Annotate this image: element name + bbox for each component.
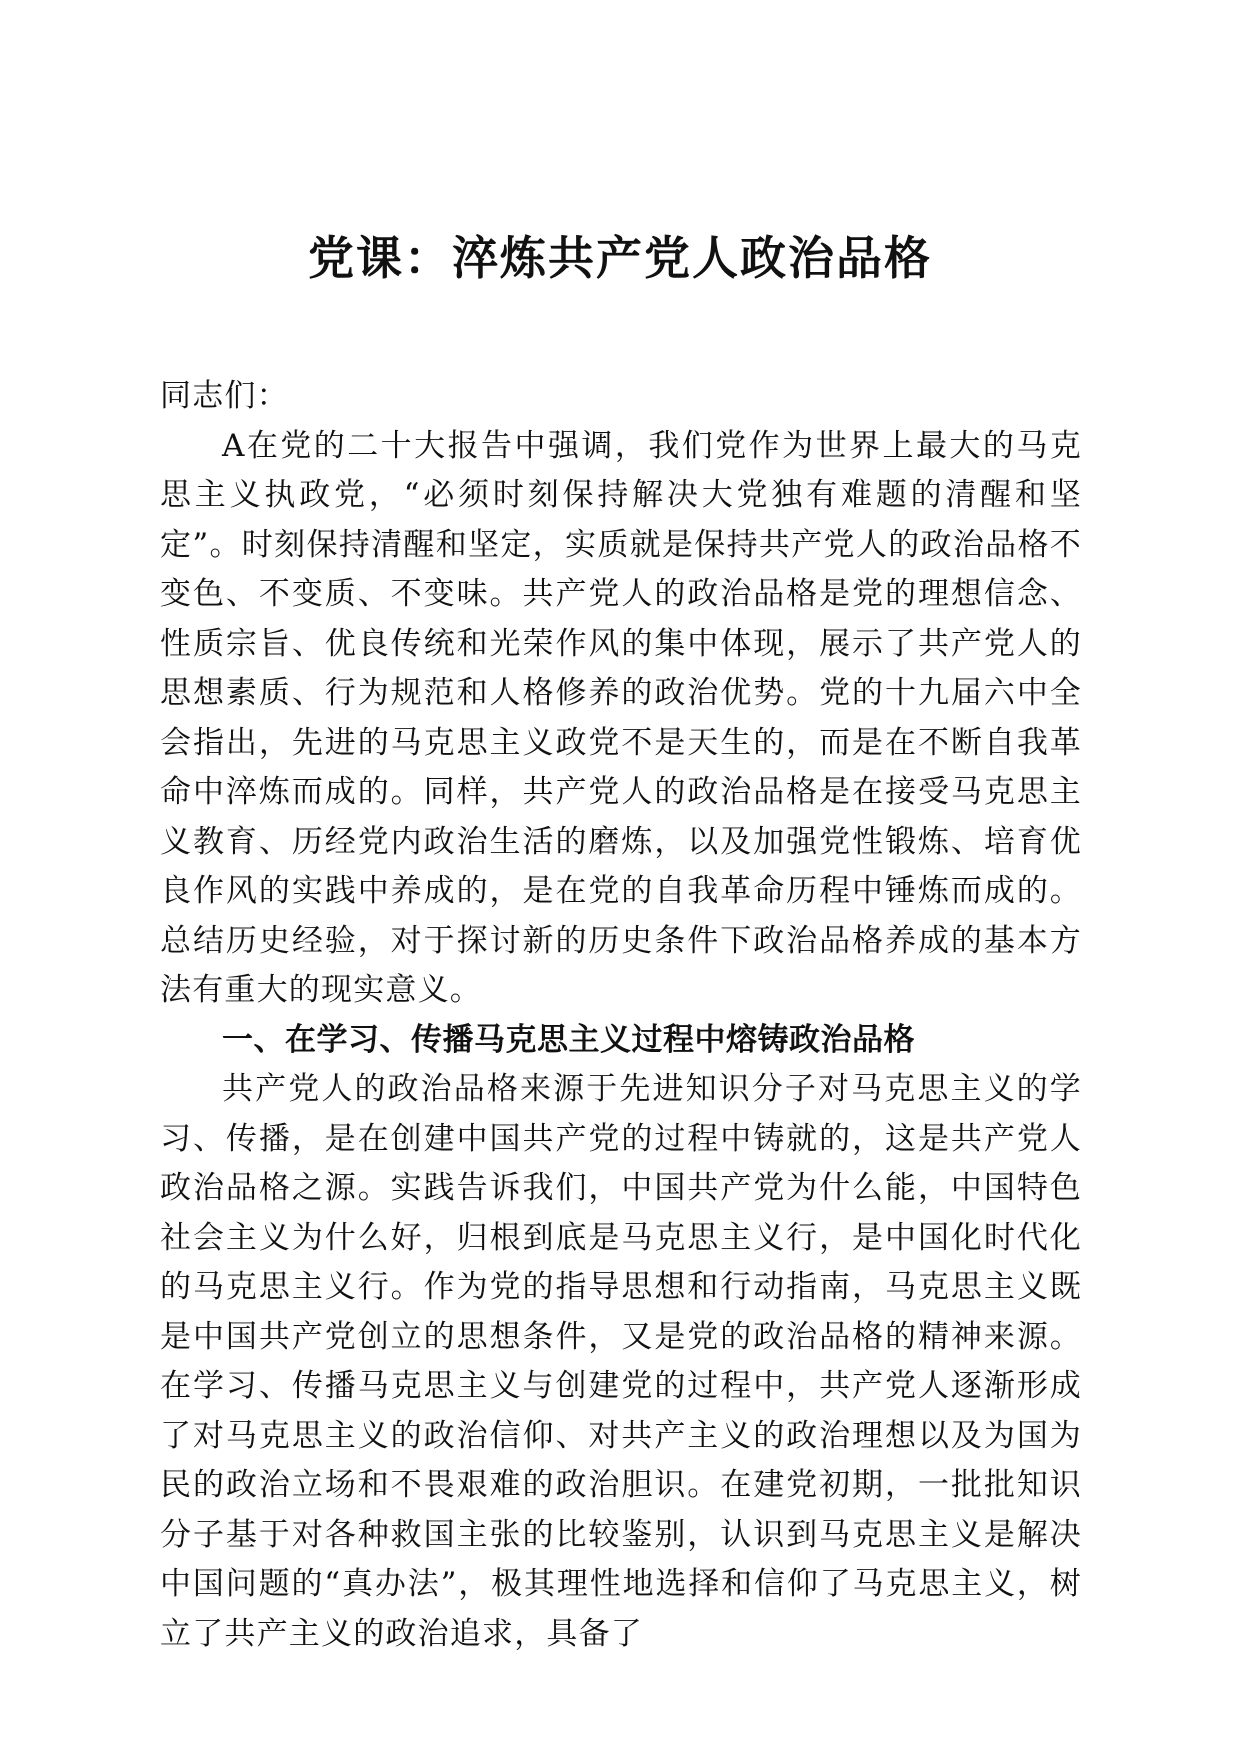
- section-paragraph: 共产党人的政治品格来源于先进知识分子对马克思主义的学习、传播，是在创建中国共产党的过程中铸就的，这是共产党人政治品格之源。实践告诉我们，中国共产党为什么能，中国特色社会主义为什么好，归根到底是马克思主义行，是中国化时代化的马克思主义行。作为党的指导思想和行动指南，马克思主义既是中国共产党创立的思想条件，又是党的政治品格的精神来源。在学习、传播马克思主义与创建党的过程中，共产党人逐渐形成了对马克思主义的政治信仰、对共产主义的政治理想以及为国为民的政治立场和不畏艰难的政治胆识。在建党初期，一批批知识分子基于对各种救国主张的比较鉴别，认识到马克思主义是解决中国问题的“真办法”，极其理性地选择和信仰了马克思主义，树立了共产主义的政治追求，具备了: [160, 1071, 1082, 1652]
- document-title: 党课：淬炼共产党人政治品格: [308, 231, 932, 285]
- document-body: [160, 372, 1082, 1659]
- greeting: 同志们：: [160, 378, 289, 414]
- intro-paragraph: A在党的二十大报告中强调，我们党作为世界上最大的马克思主义执政党，“必须时刻保持解决大党独有难题的清醒和坚定”。时刻保持清醒和坚定，实质就是保持共产党人的政治品格不变色、不变质、不变味。共产党人的政治品格是党的理想信念、性质宗旨、优良传统和光荣作风的集中体现，展示了共产党人的思想素质、行为规范和人格修养的政治优势。党的十九届六中全会指出，先进的马克思主义政党不是天生的，而是在不断自我革命中淬炼而成的。同样，共产党人的政治品格是在接受马克思主义教育、历经党内政治生活的磨炼，以及加强党性锻炼、培育优良作风的实践中养成的，是在党的自我革命历程中锤炼而成的。总结历史经验，对于探讨新的历史条件下政治品格养成的基本方法有重大的现实意义。: [160, 427, 1082, 1008]
- section-heading: 一、在学习、传播马克思主义过程中熔铸政治品格: [222, 1021, 915, 1058]
